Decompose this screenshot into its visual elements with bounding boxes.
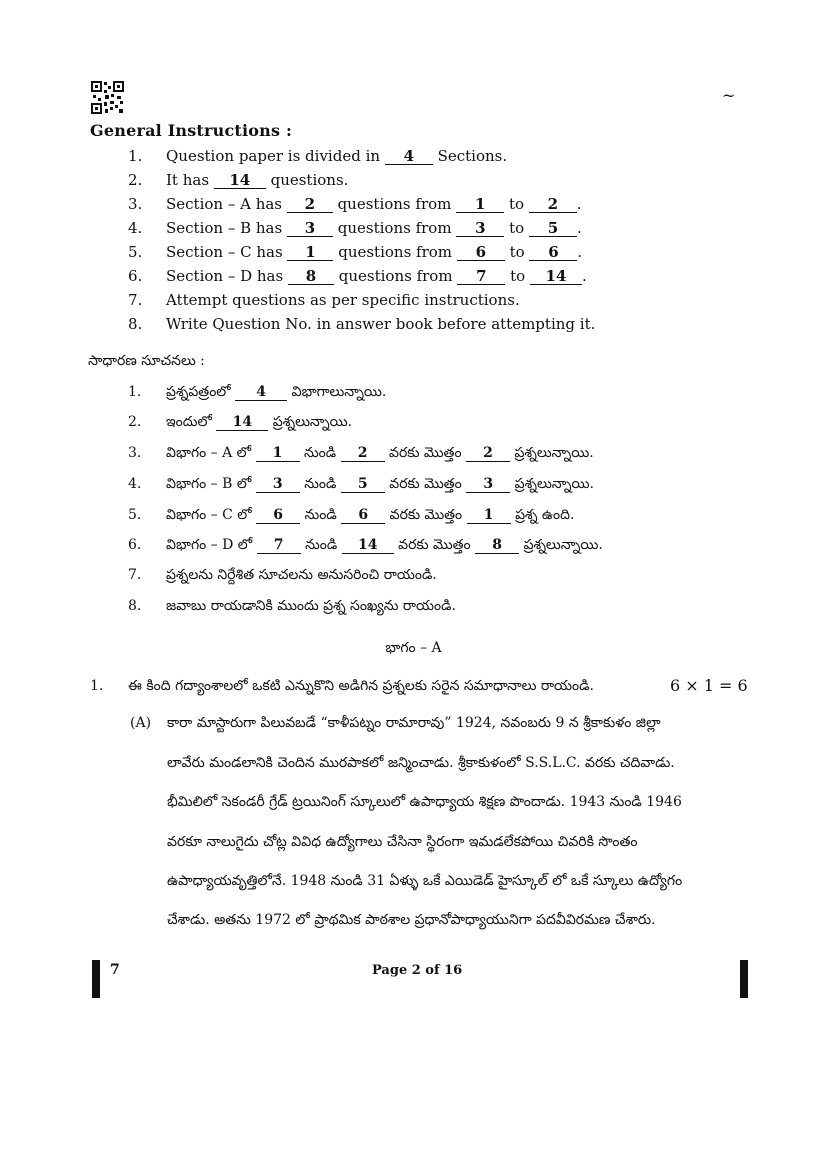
question-text: ఈ కింది గద్యాంశాలలో ఒకటి ఎన్నుకొని అడిగిన ప్రశ్నలకు సరైన సమాధానాలు రాయండి. [128,678,594,694]
blank-value: 14 [214,173,266,189]
blank-value: 2 [529,197,577,213]
blank-value: 4 [385,149,433,165]
blank-value: 8 [475,538,519,554]
tilde-mark: ~ [722,86,736,105]
blank-value: 5 [529,221,577,237]
telugu-instructions-heading: సాధారణ సూచనలు : [88,353,205,369]
blank-value: 6 [529,245,577,261]
footer-bar-right [740,960,748,998]
blank-value: 6 [256,508,300,524]
blank-value: 14 [216,415,268,431]
blank-value: 1 [467,508,511,524]
blank-value: 5 [341,477,385,493]
blank-value: 3 [287,221,333,237]
blank-value: 1 [287,245,333,261]
question-1 [90,678,594,694]
general-instructions-heading: General Instructions : [90,121,293,140]
paper-code: 7 [110,962,120,978]
blank-value: 6 [341,508,385,524]
blank-value: 1 [256,446,300,462]
blank-value: 1 [456,197,504,213]
passage-label: (A) [130,715,152,731]
blank-value: 4 [235,385,287,401]
qr-code [91,81,124,114]
question-number: 1. [90,678,104,694]
blank-value: 14 [342,538,394,554]
blank-value: 2 [466,446,510,462]
question-marks: 6 × 1 = 6 [670,676,748,695]
blank-value: 3 [256,477,300,493]
section-title: భాగం – A [385,640,442,656]
blank-value: 14 [530,269,582,285]
blank-value: 8 [288,269,334,285]
page-number: Page 2 of 16 [372,963,463,978]
blank-value: 7 [457,269,505,285]
blank-value: 2 [341,446,385,462]
blank-value: 6 [457,245,505,261]
footer-bar-left [92,960,100,998]
blank-value: 7 [257,538,301,554]
blank-value: 2 [287,197,333,213]
blank-value: 3 [456,221,504,237]
blank-value: 3 [466,477,510,493]
